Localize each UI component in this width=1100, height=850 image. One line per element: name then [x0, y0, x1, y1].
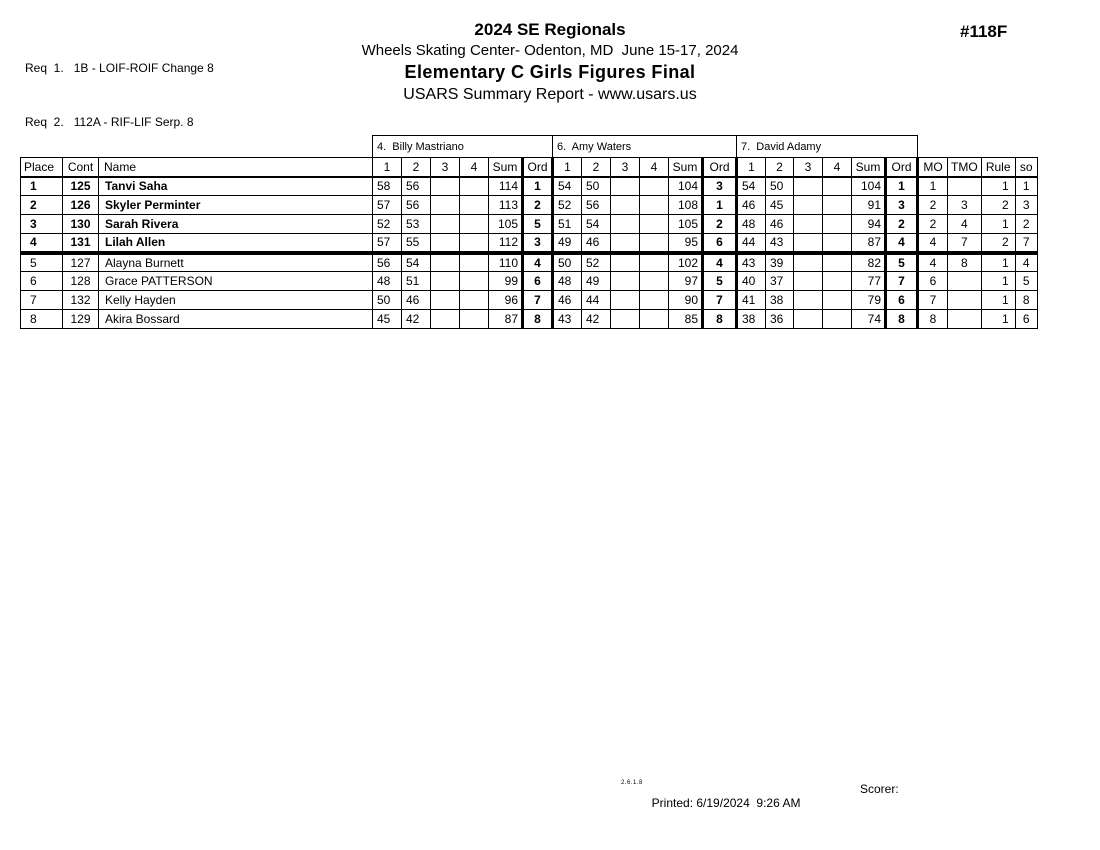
tmo-cell: 7 — [948, 234, 982, 253]
judge1-score3-cell — [431, 234, 460, 253]
judge3-score1-cell: 54 — [737, 177, 766, 196]
place-cell: 3 — [21, 215, 63, 234]
requirement-2: Req 2. 112A - RIF-LIF Serp. 8 — [25, 115, 194, 129]
col-header-judge2-1: 1 — [553, 158, 582, 177]
mo-cell: 6 — [918, 272, 948, 291]
judge1-score4-cell — [460, 196, 489, 215]
judge3-ord-cell: 5 — [886, 253, 918, 272]
judge3-score4-cell — [823, 177, 852, 196]
col-header-judge3-4: 4 — [823, 158, 852, 177]
judge-row-spacer-right — [918, 136, 1038, 158]
judge3-ord-cell: 3 — [886, 196, 918, 215]
judge2-ord-cell: 1 — [703, 196, 737, 215]
judge1-score2-cell: 55 — [402, 234, 431, 253]
rule-cell: 1 — [981, 215, 1015, 234]
judge1-score2-cell: 42 — [402, 310, 431, 329]
cont-cell: 131 — [63, 234, 99, 253]
tmo-cell: 8 — [948, 253, 982, 272]
judge3-ord-cell: 8 — [886, 310, 918, 329]
judge-row-spacer-left — [21, 136, 373, 158]
judge2-ord-cell: 8 — [703, 310, 737, 329]
place-cell: 7 — [21, 291, 63, 310]
judge3-sum-cell: 77 — [852, 272, 886, 291]
judge3-score2-cell: 36 — [766, 310, 794, 329]
judge2-score4-cell — [640, 234, 669, 253]
judge1-sum-cell: 99 — [489, 272, 523, 291]
so-cell: 4 — [1015, 253, 1037, 272]
judge2-ord-cell: 3 — [703, 177, 737, 196]
judge3-sum-cell: 94 — [852, 215, 886, 234]
place-cell: 8 — [21, 310, 63, 329]
mo-cell: 4 — [918, 234, 948, 253]
judge1-score2-cell: 46 — [402, 291, 431, 310]
so-cell: 6 — [1015, 310, 1037, 329]
cont-cell: 129 — [63, 310, 99, 329]
judge2-sum-cell: 102 — [669, 253, 703, 272]
judge1-score3-cell — [431, 291, 460, 310]
col-header-cont: Cont — [63, 158, 99, 177]
col-header-judge2-ord: Ord — [703, 158, 737, 177]
judge2-sum-cell: 97 — [669, 272, 703, 291]
scorer-label: Scorer: — [860, 782, 899, 796]
judge1-score1-cell: 50 — [373, 291, 402, 310]
judge3-score2-cell: 39 — [766, 253, 794, 272]
competition-title: 2024 SE Regionals — [474, 20, 626, 39]
judge2-score2-cell: 44 — [582, 291, 611, 310]
judge2-score3-cell — [611, 253, 640, 272]
judge2-ord-cell: 4 — [703, 253, 737, 272]
mo-cell: 1 — [918, 177, 948, 196]
col-header-place: Place — [21, 158, 63, 177]
judge3-score2-cell: 43 — [766, 234, 794, 253]
judge1-score2-cell: 54 — [402, 253, 431, 272]
judge1-score2-cell: 51 — [402, 272, 431, 291]
judge2-score2-cell: 42 — [582, 310, 611, 329]
mo-cell: 2 — [918, 196, 948, 215]
cont-cell: 126 — [63, 196, 99, 215]
judge3-score2-cell: 50 — [766, 177, 794, 196]
judge1-sum-cell: 105 — [489, 215, 523, 234]
judge3-score3-cell — [794, 291, 823, 310]
col-header-rule: Rule — [981, 158, 1015, 177]
judge2-score2-cell: 49 — [582, 272, 611, 291]
so-cell: 5 — [1015, 272, 1037, 291]
so-cell: 1 — [1015, 177, 1037, 196]
judge1-score3-cell — [431, 272, 460, 291]
judge3-score1-cell: 48 — [737, 215, 766, 234]
judge2-score1-cell: 52 — [553, 196, 582, 215]
judge1-sum-cell: 113 — [489, 196, 523, 215]
col-header-judge1-sum: Sum — [489, 158, 523, 177]
name-cell: Skyler Perminter — [99, 196, 373, 215]
col-header-judge2-2: 2 — [582, 158, 611, 177]
col-header-judge3-sum: Sum — [852, 158, 886, 177]
judge3-score4-cell — [823, 215, 852, 234]
judge2-score4-cell — [640, 272, 669, 291]
judge2-score4-cell — [640, 196, 669, 215]
col-header-so: so — [1015, 158, 1037, 177]
table-row — [21, 215, 1038, 234]
judge1-sum-cell: 110 — [489, 253, 523, 272]
judge2-score1-cell: 48 — [553, 272, 582, 291]
judge3-score4-cell — [823, 253, 852, 272]
rule-cell: 1 — [981, 177, 1015, 196]
table-row — [21, 234, 1038, 253]
judge1-ord-cell: 3 — [523, 234, 553, 253]
judge1-score4-cell — [460, 310, 489, 329]
judge2-score3-cell — [611, 291, 640, 310]
judge2-sum-cell: 104 — [669, 177, 703, 196]
cont-cell: 125 — [63, 177, 99, 196]
table-row — [21, 272, 1038, 291]
cont-cell: 132 — [63, 291, 99, 310]
judge2-score4-cell — [640, 310, 669, 329]
judge1-score3-cell — [431, 177, 460, 196]
col-header-judge3-ord: Ord — [886, 158, 918, 177]
judge3-ord-cell: 2 — [886, 215, 918, 234]
judge2-ord-cell: 7 — [703, 291, 737, 310]
judge1-score3-cell — [431, 310, 460, 329]
judge1-score3-cell — [431, 215, 460, 234]
judge1-score4-cell — [460, 177, 489, 196]
judge3-score1-cell: 43 — [737, 253, 766, 272]
cont-cell: 128 — [63, 272, 99, 291]
col-header-judge1-2: 2 — [402, 158, 431, 177]
judge-header-3: 7. David Adamy — [737, 136, 918, 158]
judge1-sum-cell: 112 — [489, 234, 523, 253]
tmo-cell — [948, 177, 982, 196]
judge2-sum-cell: 85 — [669, 310, 703, 329]
col-header-judge3-1: 1 — [737, 158, 766, 177]
table-row — [21, 291, 1038, 310]
judge2-score3-cell — [611, 234, 640, 253]
judge3-score2-cell: 45 — [766, 196, 794, 215]
judge1-ord-cell: 1 — [523, 177, 553, 196]
judge3-score3-cell — [794, 310, 823, 329]
judge2-score4-cell — [640, 253, 669, 272]
report-header — [0, 20, 1100, 104]
judge2-score1-cell: 54 — [553, 177, 582, 196]
judge3-ord-cell: 4 — [886, 234, 918, 253]
judge2-score3-cell — [611, 310, 640, 329]
so-cell: 8 — [1015, 291, 1037, 310]
tmo-cell: 4 — [948, 215, 982, 234]
tmo-cell — [948, 310, 982, 329]
rule-cell: 2 — [981, 196, 1015, 215]
judge3-score4-cell — [823, 196, 852, 215]
judge3-score2-cell: 37 — [766, 272, 794, 291]
judge2-score4-cell — [640, 215, 669, 234]
judge2-score2-cell: 46 — [582, 234, 611, 253]
judge2-score3-cell — [611, 272, 640, 291]
judge3-ord-cell: 7 — [886, 272, 918, 291]
requirement-1: Req 1. 1B - LOIF-ROIF Change 8 — [25, 61, 214, 75]
judge3-score4-cell — [823, 272, 852, 291]
rule-cell: 1 — [981, 272, 1015, 291]
col-header-mo: MO — [918, 158, 948, 177]
judge2-ord-cell: 5 — [703, 272, 737, 291]
judge3-sum-cell: 104 — [852, 177, 886, 196]
judge1-ord-cell: 6 — [523, 272, 553, 291]
judge2-sum-cell: 95 — [669, 234, 703, 253]
name-cell: Alayna Burnett — [99, 253, 373, 272]
col-header-judge1-4: 4 — [460, 158, 489, 177]
judge2-score1-cell: 43 — [553, 310, 582, 329]
judge3-score4-cell — [823, 291, 852, 310]
tmo-cell — [948, 291, 982, 310]
column-header-row — [21, 158, 1038, 177]
judge3-sum-cell: 91 — [852, 196, 886, 215]
judge3-score3-cell — [794, 196, 823, 215]
table-row — [21, 310, 1038, 329]
event-title: Elementary C Girls Figures Final — [404, 62, 696, 82]
judge1-score1-cell: 45 — [373, 310, 402, 329]
col-header-judge1-1: 1 — [373, 158, 402, 177]
judge2-score1-cell: 46 — [553, 291, 582, 310]
cont-cell: 127 — [63, 253, 99, 272]
judge1-sum-cell: 87 — [489, 310, 523, 329]
judge3-score3-cell — [794, 253, 823, 272]
judge1-sum-cell: 114 — [489, 177, 523, 196]
judge3-score3-cell — [794, 234, 823, 253]
judge2-sum-cell: 105 — [669, 215, 703, 234]
col-header-tmo: TMO — [948, 158, 982, 177]
judge2-sum-cell: 108 — [669, 196, 703, 215]
judge-header-2: 6. Amy Waters — [553, 136, 737, 158]
so-cell: 7 — [1015, 234, 1037, 253]
mo-cell: 2 — [918, 215, 948, 234]
judge1-score1-cell: 48 — [373, 272, 402, 291]
cont-cell: 130 — [63, 215, 99, 234]
judge2-ord-cell: 2 — [703, 215, 737, 234]
name-cell: Kelly Hayden — [99, 291, 373, 310]
col-header-name: Name — [99, 158, 373, 177]
col-header-judge2-sum: Sum — [669, 158, 703, 177]
name-cell: Akira Bossard — [99, 310, 373, 329]
judge1-score2-cell: 56 — [402, 196, 431, 215]
judge2-score3-cell — [611, 196, 640, 215]
judge3-score1-cell: 40 — [737, 272, 766, 291]
judge1-ord-cell: 7 — [523, 291, 553, 310]
rule-cell: 2 — [981, 234, 1015, 253]
rule-cell: 1 — [981, 253, 1015, 272]
name-cell: Tanvi Saha — [99, 177, 373, 196]
rule-cell: 1 — [981, 310, 1015, 329]
col-header-judge2-3: 3 — [611, 158, 640, 177]
judge2-score2-cell: 54 — [582, 215, 611, 234]
printed-label: Printed: — [651, 796, 694, 810]
judge1-ord-cell: 4 — [523, 253, 553, 272]
mo-cell: 8 — [918, 310, 948, 329]
table-row — [21, 253, 1038, 272]
judge3-score1-cell: 44 — [737, 234, 766, 253]
judge3-score2-cell: 46 — [766, 215, 794, 234]
judge1-score4-cell — [460, 272, 489, 291]
judge3-score1-cell: 38 — [737, 310, 766, 329]
judge1-score1-cell: 58 — [373, 177, 402, 196]
judge3-score4-cell — [823, 234, 852, 253]
so-cell: 2 — [1015, 215, 1037, 234]
place-cell: 4 — [21, 234, 63, 253]
tmo-cell — [948, 272, 982, 291]
judge-header-1: 4. Billy Mastriano — [373, 136, 553, 158]
judge3-score1-cell: 46 — [737, 196, 766, 215]
judge2-score3-cell — [611, 215, 640, 234]
name-cell: Grace PATTERSON — [99, 272, 373, 291]
judge1-score4-cell — [460, 215, 489, 234]
judge1-score4-cell — [460, 253, 489, 272]
printed-timestamp — [645, 782, 800, 810]
name-cell: Lilah Allen — [99, 234, 373, 253]
col-header-judge1-3: 3 — [431, 158, 460, 177]
mo-cell: 4 — [918, 253, 948, 272]
judge2-score3-cell — [611, 177, 640, 196]
judge1-score4-cell — [460, 291, 489, 310]
rule-cell: 1 — [981, 291, 1015, 310]
judge3-sum-cell: 74 — [852, 310, 886, 329]
judge1-sum-cell: 96 — [489, 291, 523, 310]
table-row — [21, 177, 1038, 196]
judge3-sum-cell: 82 — [852, 253, 886, 272]
judge-header-row — [21, 136, 1038, 158]
judge1-score1-cell: 56 — [373, 253, 402, 272]
judge2-score1-cell: 49 — [553, 234, 582, 253]
judge1-score1-cell: 52 — [373, 215, 402, 234]
judge1-score3-cell — [431, 196, 460, 215]
place-cell: 6 — [21, 272, 63, 291]
judge1-score4-cell — [460, 234, 489, 253]
judge3-score2-cell: 38 — [766, 291, 794, 310]
judge1-ord-cell: 2 — [523, 196, 553, 215]
place-cell: 2 — [21, 196, 63, 215]
software-version: 2.6.1.8 — [621, 780, 643, 786]
judge3-score1-cell: 41 — [737, 291, 766, 310]
tmo-cell: 3 — [948, 196, 982, 215]
judge3-score4-cell — [823, 310, 852, 329]
judge1-ord-cell: 5 — [523, 215, 553, 234]
table-row — [21, 196, 1038, 215]
judge1-score2-cell: 56 — [402, 177, 431, 196]
judge2-score4-cell — [640, 177, 669, 196]
judge2-score1-cell: 51 — [553, 215, 582, 234]
mo-cell: 7 — [918, 291, 948, 310]
printed-value: 6/19/2024 9:26 AM — [696, 796, 801, 810]
judge1-score1-cell: 57 — [373, 196, 402, 215]
judge1-score2-cell: 53 — [402, 215, 431, 234]
place-cell: 5 — [21, 253, 63, 272]
judge3-sum-cell: 87 — [852, 234, 886, 253]
judge2-score2-cell: 56 — [582, 196, 611, 215]
report-type: USARS Summary Report - www.usars.us — [403, 86, 697, 103]
venue-and-dates: Wheels Skating Center- Odenton, MD June 15-17, 2024 — [361, 42, 739, 59]
so-cell: 3 — [1015, 196, 1037, 215]
col-header-judge3-3: 3 — [794, 158, 823, 177]
judge3-score3-cell — [794, 272, 823, 291]
judge1-score1-cell: 57 — [373, 234, 402, 253]
judge2-score2-cell: 50 — [582, 177, 611, 196]
place-cell: 1 — [21, 177, 63, 196]
col-header-judge1-ord: Ord — [523, 158, 553, 177]
judge2-score2-cell: 52 — [582, 253, 611, 272]
col-header-judge3-2: 2 — [766, 158, 794, 177]
judge3-score3-cell — [794, 215, 823, 234]
judge3-ord-cell: 6 — [886, 291, 918, 310]
name-cell: Sarah Rivera — [99, 215, 373, 234]
judge3-sum-cell: 79 — [852, 291, 886, 310]
judge2-score1-cell: 50 — [553, 253, 582, 272]
judge2-sum-cell: 90 — [669, 291, 703, 310]
judge2-ord-cell: 6 — [703, 234, 737, 253]
col-header-judge2-4: 4 — [640, 158, 669, 177]
judge3-ord-cell: 1 — [886, 177, 918, 196]
results-table — [20, 135, 1038, 329]
judge3-score3-cell — [794, 177, 823, 196]
judge2-score4-cell — [640, 291, 669, 310]
judge1-ord-cell: 8 — [523, 310, 553, 329]
judge1-score3-cell — [431, 253, 460, 272]
event-number: #118F — [960, 22, 1008, 41]
